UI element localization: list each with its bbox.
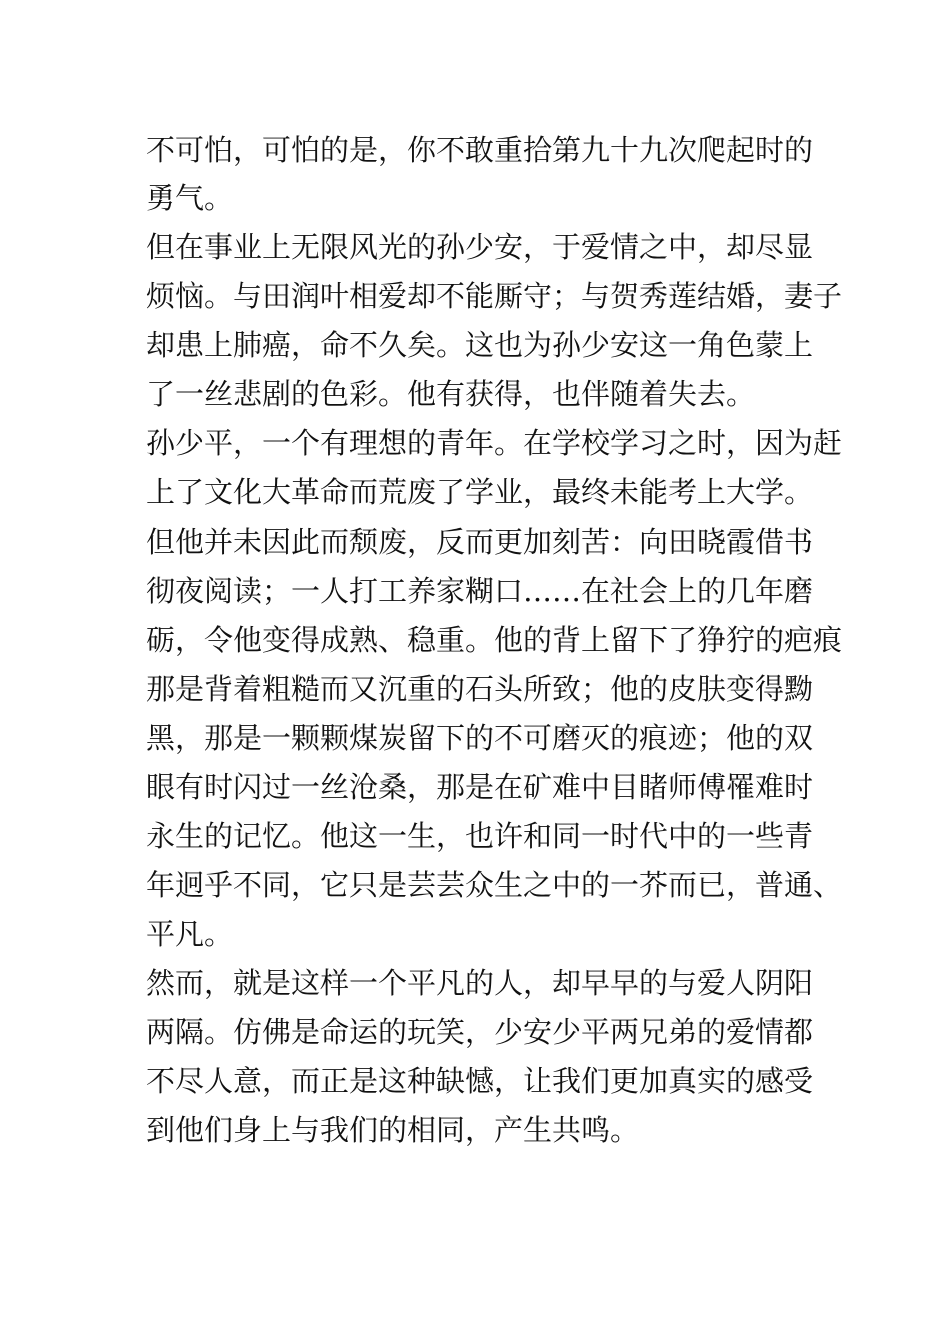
text-line: 然而，就是这样一个平凡的人，却早早的与爱人阴阳 [146, 966, 814, 1000]
text-line: 年迥乎不同，它只是芸芸众生之中的一芥而已，普通、 [146, 868, 843, 902]
text-line: 那是背着粗糙而又沉重的石头所致；他的皮肤变得黝 [146, 672, 814, 706]
text-line: 彻夜阅读；一人打工养家糊口……在社会上的几年磨 [146, 574, 814, 608]
text-line: 孙少平，一个有理想的青年。在学校学习之时，因为赶 [146, 426, 843, 460]
text-line: 眼有时闪过一丝沧桑，那是在矿难中目睹师傅罹难时 [146, 770, 814, 804]
text-line: 但在事业上无限风光的孙少安，于爱情之中，却尽显 [146, 230, 814, 264]
text-line: 上了文化大革命而荒废了学业，最终未能考上大学。 [146, 475, 814, 509]
text-line: 黑，那是一颗颗煤炭留下的不可磨灭的痕迹；他的双 [146, 721, 814, 755]
text-line: 了一丝悲剧的色彩。他有获得，也伴随着失去。 [146, 377, 756, 411]
text-line: 烦恼。与田润叶相爱却不能厮守；与贺秀莲结婚，妻子 [146, 279, 843, 313]
text-line: 两隔。仿佛是命运的玩笑，少安少平两兄弟的爱情都 [146, 1015, 814, 1049]
text-line: 却患上肺癌，命不久矣。这也为孙少安这一角色蒙上 [146, 328, 814, 362]
text-line: 不尽人意，而正是这种缺憾，让我们更加真实的感受 [146, 1064, 814, 1098]
text-line: 不可怕，可怕的是，你不敢重拾第九十九次爬起时的 [146, 133, 814, 167]
text-line: 砺，令他变得成熟、稳重。他的背上留下了狰狞的疤痕 [146, 623, 843, 657]
text-line: 永生的记忆。他这一生，也许和同一时代中的一些青 [146, 819, 814, 853]
text-line: 勇气。 [146, 181, 234, 215]
text-line: 到他们身上与我们的相同，产生共鸣。 [146, 1113, 640, 1147]
text-line: 平凡。 [146, 917, 234, 951]
text-line: 但他并未因此而颓废，反而更加刻苦：向田晓霞借书 [146, 525, 814, 559]
